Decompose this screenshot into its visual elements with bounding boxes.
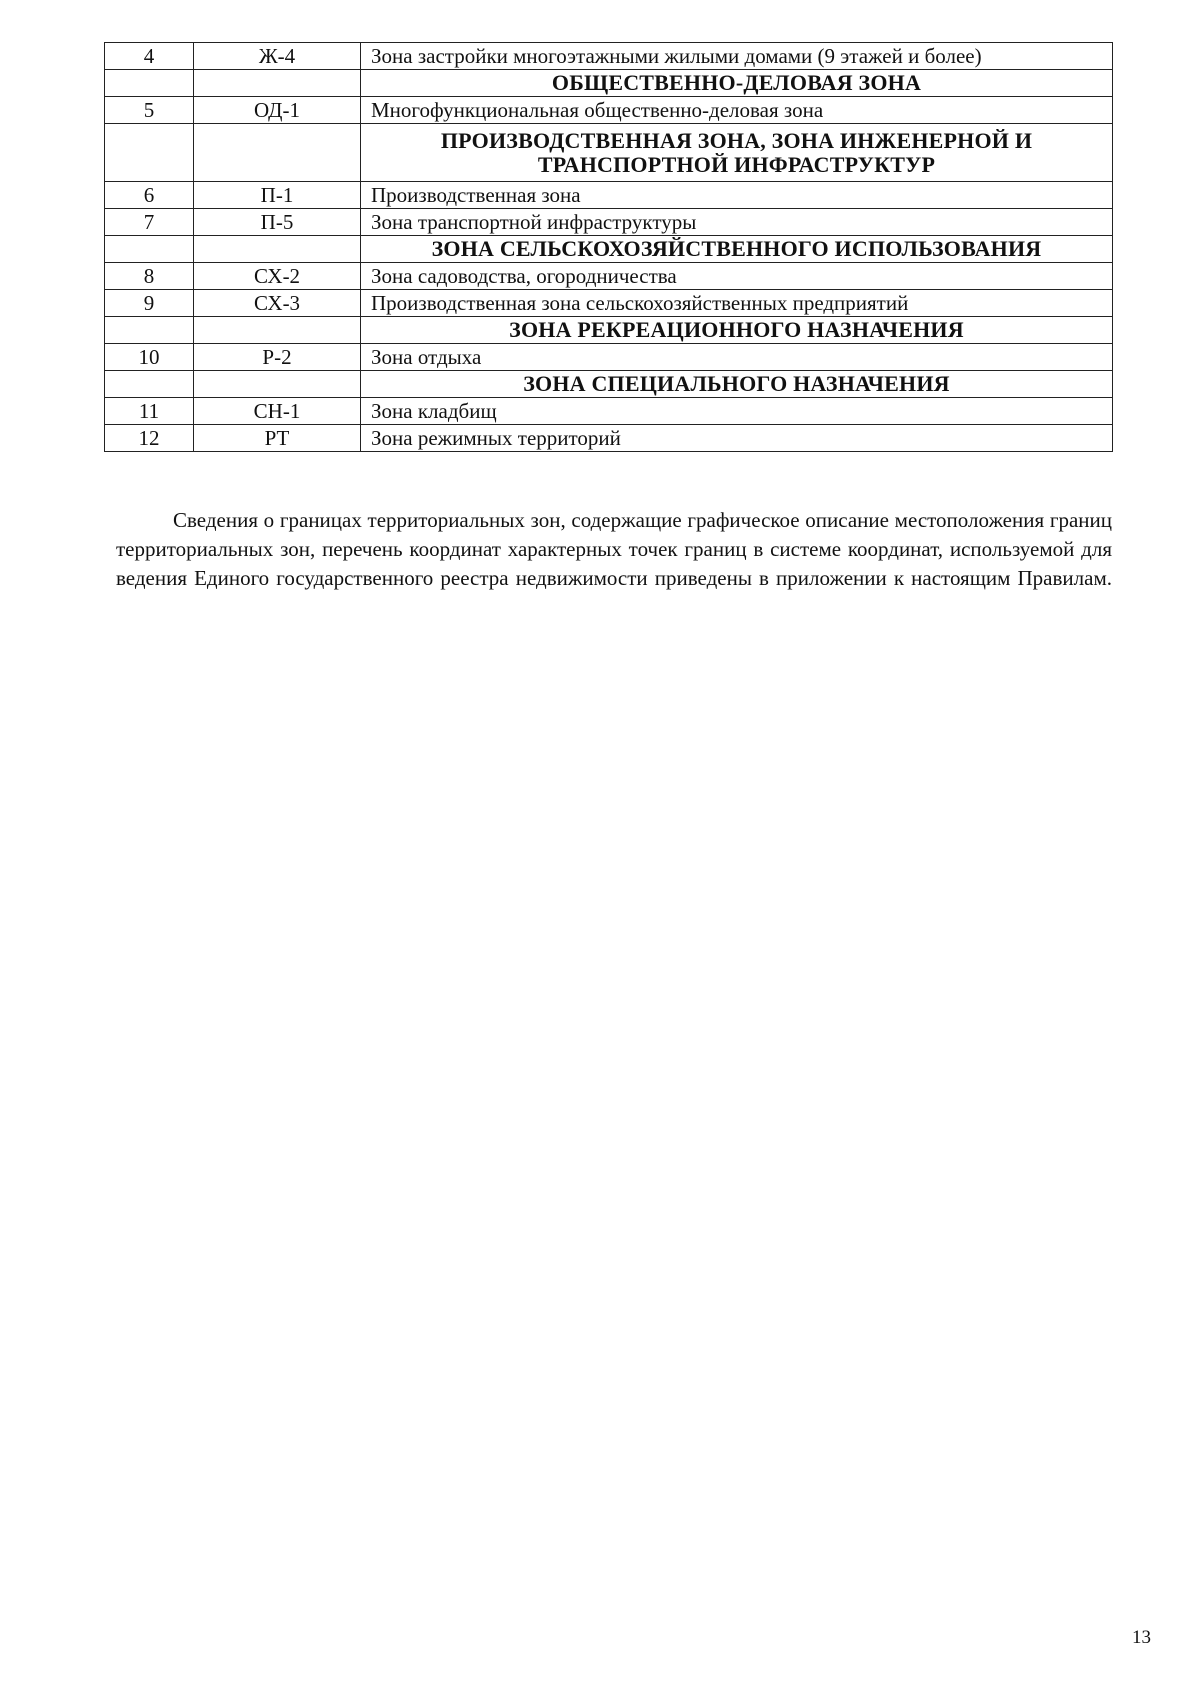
section-title-line-2: ТРАНСПОРТНОЙ ИНФРАСТРУКТУР (537, 151, 936, 177)
zone-number: 8 (105, 263, 194, 290)
section-row (105, 70, 1113, 97)
zone-number: 4 (105, 43, 194, 70)
table-row (105, 43, 1113, 70)
zone-code: СХ-2 (194, 263, 361, 290)
zone-code: Ж-4 (194, 43, 361, 70)
table-row (105, 209, 1113, 236)
section-row (105, 317, 1113, 344)
section-title: ЗОНА РЕКРЕАЦИОННОГО НАЗНАЧЕНИЯ (361, 317, 1113, 344)
zone-number: 7 (105, 209, 194, 236)
zone-code: П-1 (194, 182, 361, 209)
zone-number: 10 (105, 344, 194, 371)
table-row (105, 344, 1113, 371)
table-row (105, 263, 1113, 290)
section-row (105, 236, 1113, 263)
section-title (361, 124, 1113, 182)
zone-code: Р-2 (194, 344, 361, 371)
zone-code: ОД-1 (194, 97, 361, 124)
zone-name: Многофункциональная общественно-деловая зона (361, 97, 1113, 124)
zone-code: СН-1 (194, 398, 361, 425)
zone-name: Зона садоводства, огородничества (361, 263, 1113, 290)
zone-name: Зона транспортной инфраструктуры (361, 209, 1113, 236)
section-title: ОБЩЕСТВЕННО-ДЕЛОВАЯ ЗОНА (361, 70, 1113, 97)
zone-code: П-5 (194, 209, 361, 236)
section-row (105, 371, 1113, 398)
zone-name: Зона кладбищ (361, 398, 1113, 425)
zone-number: 11 (105, 398, 194, 425)
zone-number: 9 (105, 290, 194, 317)
zones-table (104, 42, 1113, 452)
zone-name: Зона режимных территорий (361, 425, 1113, 452)
table-row (105, 398, 1113, 425)
zone-name: Производственная зона сельскохозяйственных предприятий (361, 290, 1113, 317)
table-row (105, 97, 1113, 124)
zone-name: Зона отдыха (361, 344, 1113, 371)
section-title: ЗОНА СПЕЦИАЛЬНОГО НАЗНАЧЕНИЯ (361, 371, 1113, 398)
table-row (105, 182, 1113, 209)
page-number: 13 (1132, 1627, 1151, 1648)
zone-code: РТ (194, 425, 361, 452)
zone-number: 6 (105, 182, 194, 209)
table-row (105, 425, 1113, 452)
zone-name: Производственная зона (361, 182, 1113, 209)
zone-number: 5 (105, 97, 194, 124)
zone-number: 12 (105, 425, 194, 452)
zone-name: Зона застройки многоэтажными жилыми домами (9 этажей и более) (361, 43, 1113, 70)
section-title: ЗОНА СЕЛЬСКОХОЗЯЙСТВЕННОГО ИСПОЛЬЗОВАНИЯ (361, 236, 1113, 263)
table-row (105, 290, 1113, 317)
body-paragraph: Сведения о границах территориальных зон, содержащие графическое описание местоположения границ территориальных зон, перечень координат характерных точек границ в системе координат, используемой для ведения Единого государственного реестра недвижимости приведены в приложении к настоящим Правилам. (116, 508, 1112, 590)
section-title-line-1: ПРОИЗВОДСТВЕННАЯ ЗОНА, ЗОНА ИНЖЕНЕРНОЙ И (440, 127, 1033, 153)
zone-code: СХ-3 (194, 290, 361, 317)
section-row (105, 124, 1113, 182)
